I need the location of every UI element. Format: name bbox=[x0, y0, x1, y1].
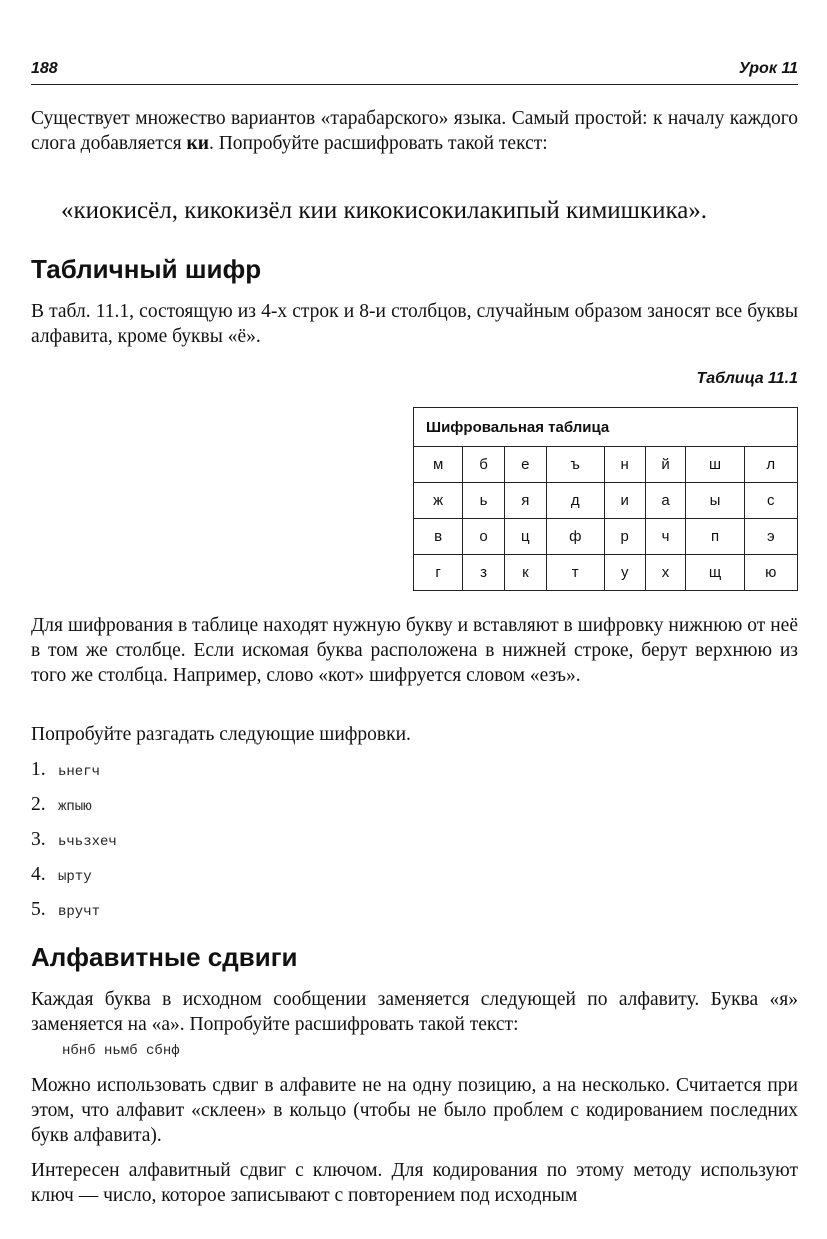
tasks-prompt: Попробуйте разгадать следующие шифровки. bbox=[31, 724, 411, 745]
shift-paragraph-1: Каждая буква в исходном сообщении заменяется следующей по алфавиту. Буква «я» заменяется на «а». Попробуйте расшифровать такой текст: bbox=[31, 989, 798, 1035]
task-list bbox=[31, 757, 117, 932]
table-row bbox=[414, 483, 798, 519]
table-cipher-explanation: Для шифрования в таблице находят нужную букву и вставляют в шифровку нижнюю от неё в том же столбце. Если искомая буква расположена в нижней строке, берут верхнюю из того же столбца. Например, слово «кот» шифруется словом «езъ». bbox=[31, 615, 798, 686]
list-item bbox=[31, 792, 117, 827]
shift-paragraph-2: Можно использовать сдвиг в алфавите не на одну позицию, а на несколько. Считается при этом, что алфавит «склеен» в кольцо (чтобы не было проблем с кодированием последних букв алфавита). bbox=[31, 1075, 798, 1146]
task-number: 1. bbox=[31, 759, 46, 780]
example-text: «киокисёл, кикокизёл кии кикокисокилакипый кимишкика». bbox=[61, 197, 708, 224]
intro-paragraph bbox=[31, 106, 798, 156]
table-cell: у bbox=[604, 555, 645, 591]
task-code: ьнегч bbox=[58, 764, 101, 780]
table-cell: э bbox=[744, 519, 797, 555]
task-number: 2. bbox=[31, 794, 46, 815]
heading-table-cipher: Табличный шифр bbox=[31, 254, 262, 284]
table-cell: м bbox=[414, 447, 463, 483]
table-cell: д bbox=[546, 483, 604, 519]
table-row bbox=[414, 555, 798, 591]
task-number: 5. bbox=[31, 899, 46, 920]
chapter-title: Урок 11 bbox=[738, 60, 798, 77]
table-cell: в bbox=[414, 519, 463, 555]
intro-text-end: . Попробуйте расшифровать такой текст: bbox=[208, 133, 548, 154]
table-cell: ф bbox=[546, 519, 604, 555]
table-cell: п bbox=[686, 519, 744, 555]
list-item bbox=[31, 757, 117, 792]
table-cell: щ bbox=[686, 555, 744, 591]
table-cell: с bbox=[744, 483, 797, 519]
task-code: ырту bbox=[58, 869, 92, 885]
task-number: 3. bbox=[31, 829, 46, 850]
list-item bbox=[31, 897, 117, 932]
table-cell: ц bbox=[504, 519, 546, 555]
bold-syllable: ки bbox=[186, 133, 209, 154]
task-code: жпыю bbox=[58, 799, 92, 815]
table-row bbox=[414, 447, 798, 483]
table-cell: ы bbox=[686, 483, 744, 519]
shift-paragraph-3: Интересен алфавитный сдвиг с ключом. Для кодирования по этому методу используют ключ — число, которое записывают с повторением под исходным bbox=[31, 1160, 798, 1206]
table-caption: Таблица 11.1 bbox=[696, 370, 798, 387]
table-cell: ч bbox=[645, 519, 686, 555]
intro-text-start: Существует множество вариантов «тарабарского» языка. Самый простой: к началу каждого слога добавляется bbox=[31, 108, 798, 154]
table-cell: х bbox=[645, 555, 686, 591]
table-cell: б bbox=[463, 447, 505, 483]
heading-alphabet-shift: Алфавитные сдвиги bbox=[31, 942, 298, 972]
list-item bbox=[31, 862, 117, 897]
table-cell: а bbox=[645, 483, 686, 519]
book-page bbox=[31, 0, 798, 1239]
table-cell: ъ bbox=[546, 447, 604, 483]
table-cell: р bbox=[604, 519, 645, 555]
table-cell: к bbox=[504, 555, 546, 591]
table-cell: ш bbox=[686, 447, 744, 483]
table-cell: е bbox=[504, 447, 546, 483]
table-cell: й bbox=[645, 447, 686, 483]
shift-code-example: нбнб ньмб сбнф bbox=[62, 1043, 180, 1059]
table-cell: л bbox=[744, 447, 797, 483]
table-cell: з bbox=[463, 555, 505, 591]
task-code: вручт bbox=[58, 904, 101, 920]
table-cell: т bbox=[546, 555, 604, 591]
table-cell: г bbox=[414, 555, 463, 591]
table-cell: ь bbox=[463, 483, 505, 519]
running-header bbox=[31, 58, 798, 85]
table-cell: ж bbox=[414, 483, 463, 519]
task-code: ьчьзхеч bbox=[58, 834, 117, 850]
table-cell: н bbox=[604, 447, 645, 483]
table-cell: о bbox=[463, 519, 505, 555]
table-row bbox=[414, 519, 798, 555]
cipher-table-title: Шифровальная таблица bbox=[414, 408, 798, 447]
page-number: 188 bbox=[31, 60, 58, 77]
table-cipher-paragraph: В табл. 11.1, состоящую из 4-х строк и 8-и столбцов, случайным образом заносят все буквы алфавита, кроме буквы «ё». bbox=[31, 301, 798, 347]
cipher-table bbox=[413, 407, 798, 591]
table-cell: и bbox=[604, 483, 645, 519]
table-cell: ю bbox=[744, 555, 797, 591]
list-item bbox=[31, 827, 117, 862]
table-cell: я bbox=[504, 483, 546, 519]
task-number: 4. bbox=[31, 864, 46, 885]
